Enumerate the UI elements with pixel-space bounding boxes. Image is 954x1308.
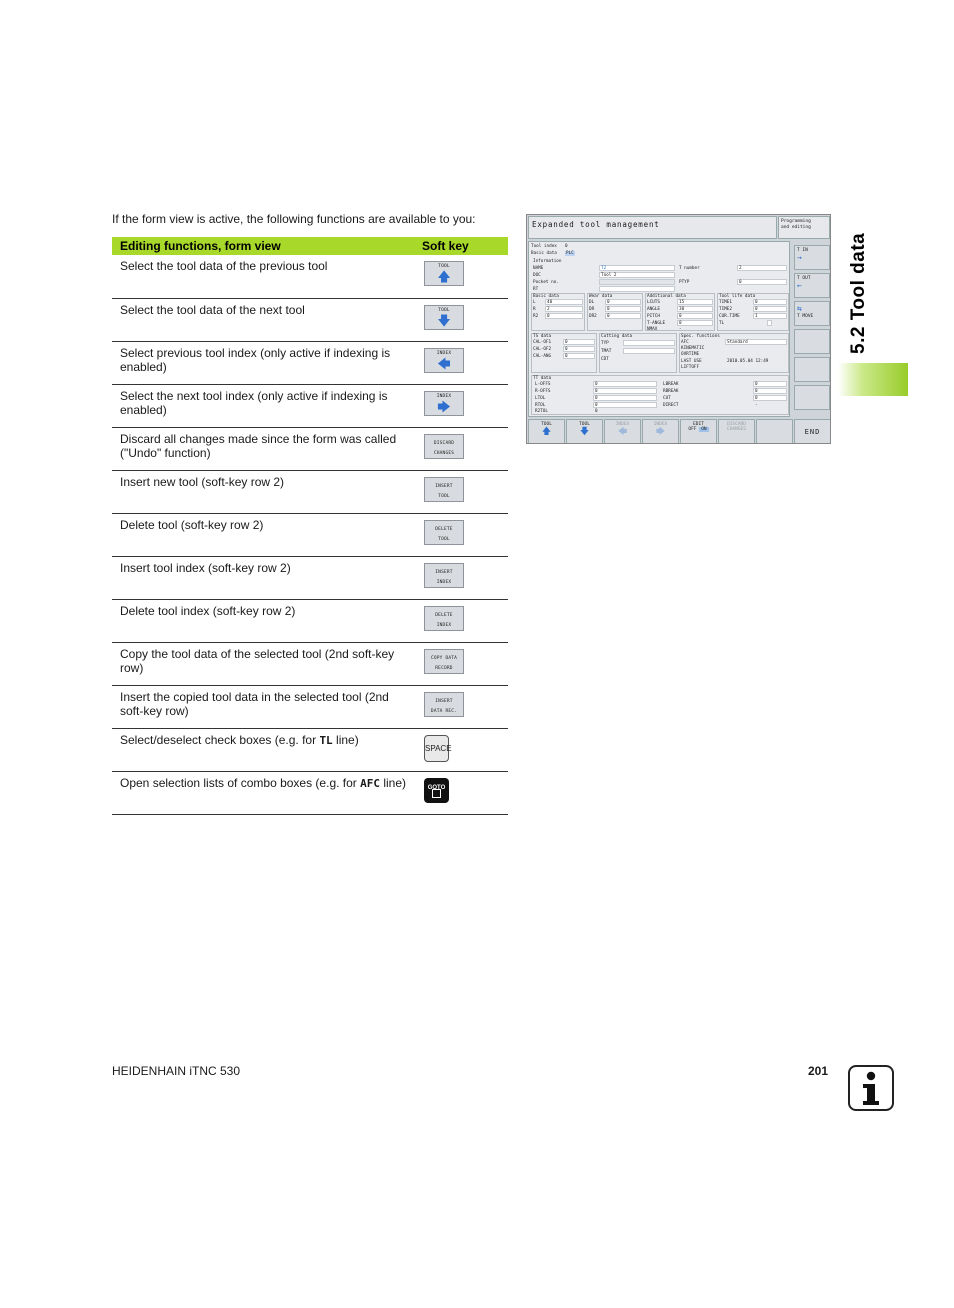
rbreak-label: RBREAK [663, 389, 679, 394]
calang-value: 0 [565, 354, 568, 359]
softkey-label: INDEX [436, 393, 452, 399]
ovrtime-label: OVRTIME [681, 352, 700, 357]
tool-index-value: 0 [565, 244, 568, 249]
section-wear-data: Wear data [589, 294, 613, 299]
tmat-label: TMAT [601, 349, 612, 354]
row-text [112, 728, 414, 771]
l-label: L [533, 300, 536, 305]
table-row [112, 771, 508, 814]
softkey-label: T OUT [797, 276, 811, 281]
screen-mode [778, 216, 830, 239]
chapter-tab-title: 5.2 Tool data [848, 232, 869, 354]
mode-line1: Programming [781, 219, 811, 224]
tnumber-label: T number [679, 266, 700, 271]
angle-label: ANGLE [647, 307, 660, 312]
softkey-label-line2: INDEX [436, 579, 452, 585]
doc-label: DOC [533, 273, 541, 278]
softkey-empty [756, 419, 793, 444]
tool-out-icon: ← [797, 281, 802, 290]
softkey-label [425, 654, 463, 674]
dr2-label: DR2 [589, 314, 597, 319]
softkey-label-line2: TOOL [438, 536, 450, 542]
tool-move-icon: ⇆ [797, 304, 802, 313]
page-number: 201 [808, 1064, 829, 1078]
softkey-label-line1: DISCARD [727, 422, 746, 427]
softkey-label-line1: DELETE [435, 612, 453, 618]
row-text: Insert the copied tool data in the selected tool (2nd soft-key row) [112, 685, 414, 728]
arrow-up-icon: 🡅 [541, 427, 552, 437]
r2tol-label: R2TOL [535, 409, 548, 414]
lbreak-label: LBREAK [663, 382, 679, 387]
time1-label: TIME1 [719, 300, 732, 305]
softkey-label [425, 611, 463, 631]
softkey-empty [794, 385, 830, 410]
softkey-label-line1: COPY DATA [430, 655, 458, 661]
softkey-edit [680, 419, 717, 444]
tangle-label: T-ANGLE [647, 321, 666, 326]
tangle-value: 0 [679, 321, 682, 326]
time1-value: 0 [755, 300, 758, 305]
goto-key [424, 778, 449, 803]
cut-value: 0 [755, 396, 758, 401]
doc-value: Tool 2 [601, 273, 617, 278]
table-row [112, 255, 508, 298]
roffs-value: 0 [595, 389, 598, 394]
table-row [112, 599, 508, 642]
softkey-label: INDEX [653, 422, 668, 427]
softkey-tool-previous [424, 261, 464, 286]
pocket-label: Pocket no. [533, 280, 559, 285]
softkey-insert-tool [424, 477, 464, 502]
tnc-screenshot [526, 214, 831, 444]
code-afc: AFC [360, 776, 380, 790]
intro-text: If the form view is active, the following functions are available to you: [112, 212, 476, 226]
l-value: 40 [547, 300, 553, 305]
rtol-label: RTOL [535, 403, 546, 408]
table-row [112, 470, 508, 513]
cut-label: CUT [663, 396, 671, 401]
tab-basic-data: Basic data [531, 251, 557, 256]
table-row [112, 513, 508, 556]
softkey-label: INDEX [436, 350, 452, 356]
vertical-softkeys [792, 241, 831, 417]
arrow-left-icon: 🡄 [437, 355, 451, 371]
afc-label: AFC [681, 340, 689, 345]
softkey-label-line1: INSERT [435, 698, 453, 704]
tool-in-icon: → [797, 253, 802, 262]
arrow-up-icon: 🡅 [437, 269, 451, 284]
softkey-copy-data-record [424, 649, 464, 674]
functions-table [112, 237, 508, 815]
liftoff-label: LIFTOFF [681, 365, 700, 370]
arrow-right-icon: 🡆 [655, 427, 666, 437]
lcuts-value: 15 [679, 300, 685, 305]
direct-value: - [755, 403, 758, 408]
name-value: T2 [601, 266, 607, 271]
softkey-label: T MOVE [797, 314, 814, 319]
softkey-label: T IN [797, 248, 808, 253]
softkey-discard-changes [718, 419, 755, 444]
calof1-value: 0 [565, 340, 568, 345]
softkey-label-line2: DATA REC. [430, 708, 458, 714]
tab-plc: PLC [566, 251, 574, 256]
row-text: Select the tool data of the next tool [112, 298, 414, 341]
section-spec-functions: Spec. functions [681, 334, 720, 339]
header-function: Editing functions, form view [112, 237, 414, 255]
softkey-tool-next [424, 305, 464, 330]
row-text-part: Open selection lists of combo boxes (e.g. for [120, 775, 361, 790]
table-header [112, 237, 508, 255]
row-text: Discard all changes made since the form was called ("Undo" function) [112, 427, 414, 470]
cdt-label: CDT [601, 357, 609, 362]
row-text-part: Select/deselect check boxes (e.g. for [120, 732, 320, 747]
table-row [112, 556, 508, 599]
softkey-index-previous [424, 348, 464, 373]
section-cutting-data: Cutting data [601, 334, 633, 339]
row-text: Select the next tool index (only active if indexing is enabled) [112, 384, 414, 427]
pitch-label: PITCH [647, 314, 660, 319]
section-ts-data: TS data [533, 334, 552, 339]
row-text [112, 771, 414, 814]
nmax-label: NMAX [647, 327, 658, 332]
lcuts-label: LCUTS [647, 300, 660, 305]
edit-off-label: OFF [688, 427, 697, 432]
arrow-down-icon: 🡇 [437, 312, 451, 328]
direct-label: DIRECT [663, 403, 679, 408]
row-text: Insert new tool (soft-key row 2) [112, 470, 414, 513]
chapter-tab-marker [838, 363, 908, 396]
mode-line2: and editing [781, 225, 811, 230]
edit-on-label: ON [701, 427, 707, 432]
row-text-part: line) [332, 732, 359, 747]
row-text: Select the tool data of the previous tool [112, 255, 414, 298]
calang-label: CAL-ANG [533, 354, 552, 359]
nmax-value: - [679, 327, 682, 332]
ptyp-value: 0 [739, 280, 742, 285]
softkey-empty [794, 329, 830, 354]
arrow-left-icon: 🡄 [617, 427, 628, 437]
softkey-empty [794, 357, 830, 382]
softkey-label-line2: TOOL [438, 493, 450, 499]
code-tl: TL [319, 733, 333, 747]
table-row [112, 728, 508, 771]
rt-label: RT [533, 287, 539, 292]
lbreak-value: 0 [755, 382, 758, 387]
softkey-label-line2: INDEX [436, 622, 452, 628]
softkey-label [425, 525, 463, 545]
softkey-label-line1: DELETE [435, 526, 453, 532]
section-tool-life-data: Tool life data [719, 294, 756, 299]
softkey-t-in [794, 245, 830, 270]
section-basic-data: Basic data [533, 294, 559, 299]
softkey-t-move [794, 301, 830, 326]
rtol-value: 0 [595, 403, 598, 408]
softkey-index-left [604, 419, 641, 444]
softkey-insert-index [424, 563, 464, 588]
table-row [112, 384, 508, 427]
footer-text: HEIDENHAIN iTNC 530 [112, 1064, 241, 1078]
ptyp-label: PTYP [679, 280, 690, 285]
dr-label: DR [589, 307, 595, 312]
r2tol-value: 0 [595, 409, 598, 414]
afc-value: Standard [727, 340, 748, 345]
row-text-part: line) [380, 775, 407, 790]
tmat-combo [623, 348, 675, 354]
space-key: SPACE [424, 735, 449, 762]
softkey-index-next [424, 391, 464, 416]
softkey-label: INDEX [615, 422, 630, 427]
softkey-label: TOOL [541, 422, 552, 427]
kinematic-label: KINEMATIC [681, 346, 705, 351]
softkey-label [425, 568, 463, 588]
tool-form [528, 241, 790, 417]
dr2-value: 0 [607, 314, 610, 319]
softkey-label-line1: DISCARD [433, 440, 455, 446]
header-softkey: Soft key [414, 237, 508, 255]
ltol-value: 0 [595, 396, 598, 401]
ltol-label: LTOL [535, 396, 546, 401]
info-icon [848, 1065, 894, 1111]
row-text: Delete tool index (soft-key row 2) [112, 599, 414, 642]
section-additional-data: Additional data [647, 294, 686, 299]
softkey-tool-up [528, 419, 565, 444]
name-label: NAME [533, 266, 544, 271]
loffs-value: 0 [595, 382, 598, 387]
softkey-label-line2: CHANGES [727, 427, 746, 432]
softkey-label-line2: RECORD [435, 665, 453, 671]
softkey-label: TOOL [438, 264, 450, 269]
table-row [112, 298, 508, 341]
softkey-label [425, 482, 463, 502]
table-row [112, 685, 508, 728]
calof2-value: 0 [565, 347, 568, 352]
r2-value: 0 [547, 314, 550, 319]
softkey-t-out [794, 273, 830, 298]
arrow-right-icon: 🡆 [437, 398, 451, 414]
r2-label: R2 [533, 314, 539, 319]
softkey-label: TOOL [579, 422, 590, 427]
typ-label: TYP [601, 341, 609, 346]
softkey-label [425, 697, 463, 717]
softkey-delete-index [424, 606, 464, 631]
tnumber-value: 2 [739, 266, 742, 271]
softkey-index-right [642, 419, 679, 444]
angle-value: 30 [679, 307, 685, 312]
softkey-delete-tool [424, 520, 464, 545]
pitch-value: 0 [679, 314, 682, 319]
horizontal-softkeys [528, 419, 831, 444]
time2-label: TIME2 [719, 307, 732, 312]
lastuse-value: 2010.05.04 12:49 [727, 359, 769, 364]
r-value: 2 [547, 307, 550, 312]
tool-index-label: Tool index [531, 244, 557, 249]
calof1-label: CAL-OF1 [533, 340, 552, 345]
row-text: Insert tool index (soft-key row 2) [112, 556, 414, 599]
softkey-label [425, 439, 463, 459]
dl-label: DL [589, 300, 595, 305]
arrow-down-icon: 🡇 [579, 427, 590, 437]
softkey-insert-data-record [424, 692, 464, 717]
table-row [112, 642, 508, 685]
typ-combo [623, 340, 675, 346]
tl-checkbox [767, 320, 772, 326]
row-text: Delete tool (soft-key row 2) [112, 513, 414, 556]
section-information: Information [533, 259, 562, 264]
table-row [112, 341, 508, 384]
roffs-label: R-OFFS [535, 389, 551, 394]
softkey-discard-changes [424, 434, 464, 459]
softkey-label-line1: INSERT [435, 483, 453, 489]
softkey-label: EDIT [693, 422, 704, 427]
calof2-label: CAL-OF2 [533, 347, 552, 352]
softkey-label-line1: INSERT [435, 569, 453, 575]
section-tt-data: TT data [533, 376, 552, 381]
loffs-label: L-OFFS [535, 382, 551, 387]
table-row [112, 427, 508, 470]
time2-value: 0 [755, 307, 758, 312]
softkey-tool-down [566, 419, 603, 444]
softkey-label-line2: CHANGES [433, 450, 455, 456]
row-text: Select previous tool index (only active if indexing is enabled) [112, 341, 414, 384]
tl-label: TL [719, 321, 725, 326]
curtime-value: 1 [755, 314, 758, 319]
goto-box-icon [432, 789, 441, 798]
softkey-label: TOOL [438, 307, 450, 313]
row-text: Copy the tool data of the selected tool (2nd soft-key row) [112, 642, 414, 685]
goto-key-label: GOTO [427, 784, 446, 791]
lastuse-label: LAST USE [681, 359, 702, 364]
dl-value: 0 [607, 300, 610, 305]
r-label: R [533, 307, 536, 312]
dr-value: 0 [607, 307, 610, 312]
screen-title: Expanded tool management [528, 216, 777, 239]
rbreak-value: 0 [755, 389, 758, 394]
softkey-end: END [794, 419, 831, 444]
curtime-label: CUR.TIME [719, 314, 740, 319]
